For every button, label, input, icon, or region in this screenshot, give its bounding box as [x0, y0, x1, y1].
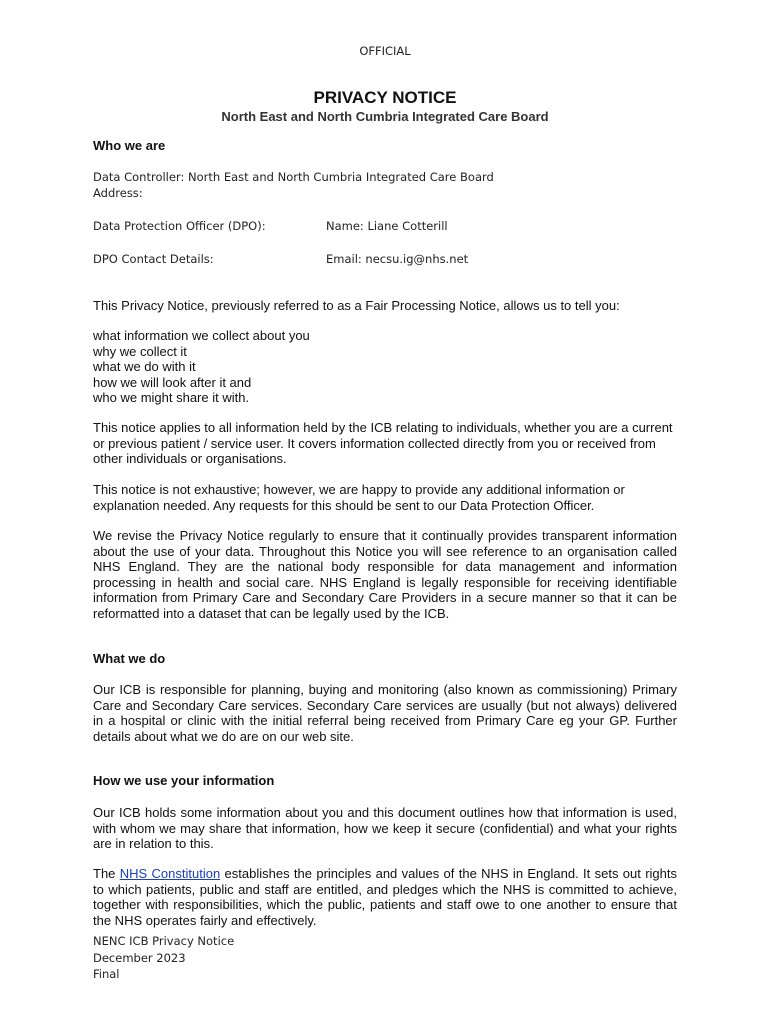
footer-line: December 2023	[93, 950, 186, 965]
revise-paragraph: We revise the Privacy Notice regularly to ensure that it continually provides transparent information about the use of your data. Throughout this Notice you will see reference to an organisation called NHS England. They are the national body responsible for data management and information processing in health and social care. NHS England is legally responsible for receiving identifiable information from Primary Care and Secondary Care Providers in a secure manner so that it can be reformatted into a dataset that can be legally used by the ICB.	[93, 528, 677, 621]
list-item: who we might share it with.	[93, 390, 250, 405]
dpo-email: Email: necsu.ig@nhs.net	[326, 252, 469, 266]
footer	[93, 933, 234, 983]
what-we-do-heading: What we do	[93, 651, 166, 666]
what-we-do-paragraph: Our ICB is responsible for planning, buying and monitoring (also known as commissioning) Primary Care and Secondary Care services. Secondary Care services are usually (but not always) delivered in a hospital or clinic with the initial referral being received from Primary Care eg your GP. Further details about what we do are on our web site.	[93, 682, 677, 744]
constitution-paragraph	[93, 866, 677, 928]
applies-paragraph: This notice applies to all information held by the ICB relating to individuals, whether you are a current or previous patient / service user. It covers information collected directly from you or received from other individuals or organisations.	[93, 420, 673, 466]
dpo-contact-label: DPO Contact Details:	[93, 252, 214, 266]
how-we-use-heading: How we use your information	[93, 773, 275, 788]
data-controller: Data Controller: North East and North Cumbria Integrated Care Board	[93, 170, 494, 184]
address-label: Address:	[93, 186, 143, 200]
nhs-constitution-link[interactable]: NHS Constitution	[119, 866, 221, 881]
who-we-are-heading: Who we are	[93, 138, 166, 153]
page-subtitle: North East and North Cumbria Integrated Care Board	[221, 109, 549, 124]
constitution-text: establishes the principles and values of the NHS in England. It sets out rights to which patients, public and staff are entitled, and pledges which the NHS is committed to achieve, together with responsibilities, which the public, patients and staff owe to one another to ensure that the NHS operates fairly and effectively.	[93, 866, 677, 928]
constitution-prefix: The	[93, 866, 120, 881]
dpo-name: Name: Liane Cotterill	[326, 219, 448, 233]
classification-label: OFFICIAL	[359, 44, 411, 58]
dpo-label: Data Protection Officer (DPO):	[93, 219, 266, 233]
list-item: what information we collect about you	[93, 328, 310, 343]
not-exhaustive-paragraph: This notice is not exhaustive; however, we are happy to provide any additional information or explanation needed. Any requests for this should be sent to our Data Protection Officer.	[93, 482, 625, 513]
intro-text: This Privacy Notice, previously referred to as a Fair Processing Notice, allows us to tell you:	[93, 298, 620, 313]
footer-line: Final	[93, 967, 120, 981]
list-item: what we do with it	[93, 359, 196, 374]
page-title: PRIVACY NOTICE	[313, 88, 457, 107]
intro-list	[93, 328, 310, 406]
footer-line: NENC ICB Privacy Notice	[93, 934, 235, 948]
list-item: why we collect it	[93, 343, 187, 359]
how-we-use-paragraph: Our ICB holds some information about you and this document outlines how that information is used, with whom we may share that information, how we keep it secure (confidential) and what your rights are in relation to this.	[93, 805, 677, 851]
list-item: how we will look after it and	[93, 374, 252, 390]
